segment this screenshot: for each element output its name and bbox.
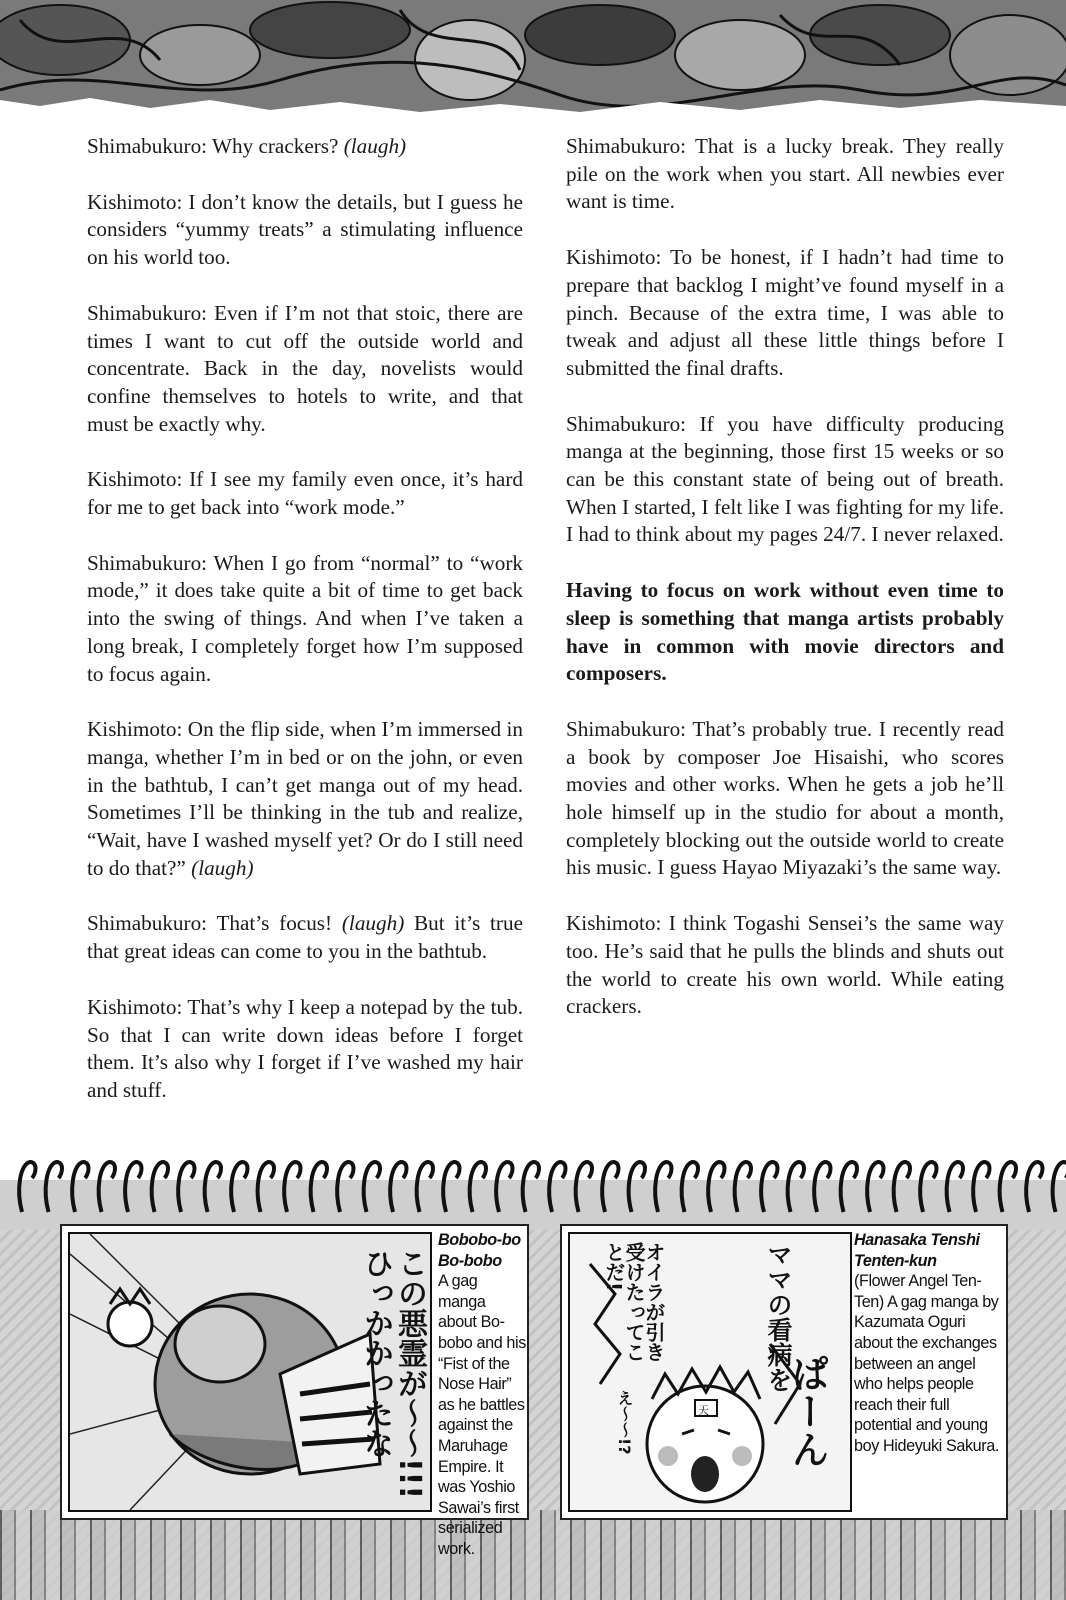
dialogue-paragraph: Shimabukuro: When I go from “normal” to “work mode,” it does take quite a bit of time to get back into the swing of things. And when I’ve taken a long break, I completely forget how I’m supposed to focus again. — [87, 550, 523, 686]
manga-sfx-text: この悪霊が〜〜!!! — [392, 1248, 427, 1500]
dialogue-paragraph: Kishimoto: I don’t know the details, but I guess he considers “yummy treats” a stimulating influence on his world too. — [87, 189, 523, 270]
manga-speech-text: ママの看病を — [764, 1242, 793, 1392]
note-title: Bobobo-bo Bo-bobo — [438, 1231, 521, 1270]
dialogue-paragraph: Shimabukuro: That is a lucky break. They really pile on the work when you start. All newbies ever want is time. — [566, 134, 1004, 214]
dialogue-paragraph: Shimabukuro: That’s focus! (laugh) But it’s true that great ideas can come to you in the bathtub. — [87, 911, 523, 964]
dialogue-paragraph: Kishimoto: That’s why I keep a notepad by the tub. So that I can write down ideas before I forget them. It’s also why I forget if I’ve washed my hair and stuff. — [87, 994, 523, 1102]
dialogue-paragraph: Kishimoto: If I see my family even once, it’s hard for me to get back into “work mode.” — [87, 467, 523, 520]
left-text-column — [87, 133, 523, 1133]
manga-panel-tenten — [568, 1232, 852, 1512]
dialogue-paragraph: Shimabukuro: If you have difficulty producing manga at the beginning, those first 15 weeks or so can be this constant state of being out of breath. When I started, I felt like I was fighting for my life. I had to think about my pages 24/7. I never relaxed. — [566, 411, 1004, 547]
dialogue-paragraph: Kishimoto: On the flip side, when I’m immersed in manga, whether I’m in bed or on the john, or even in the bathtub, I can’t get manga out of my head. Sometimes I’ll be thinking in the tub and realize, “Wait, have I washed myself yet? Or do I still need to do that?” (laugh) — [87, 717, 523, 880]
manga-sfx-text: ぱーん — [785, 1354, 829, 1468]
note-card-bobobo — [60, 1224, 529, 1558]
manga-sfx-text: ひっかかったな — [358, 1248, 393, 1458]
spiral-binding-decoration — [0, 1150, 1066, 1230]
dialogue-paragraph: Shimabukuro: That’s probably true. I recently read a book by composer Joe Hisaishi, who scores movies and other works. When he gets a job he’ll hole himself up in the studio for about a month, completely blocking out the outside world to create his music. I guess Hayao Miyazaki’s the same way. — [566, 716, 1004, 880]
manga-panel-bobobo — [68, 1232, 432, 1512]
cityscape-decoration — [0, 1510, 1066, 1600]
note-caption — [854, 1230, 1004, 1457]
interviewer-question: Having to focus on work without even time to sleep is something that manga artists probably have in common with movie directors and composers. — [566, 578, 1004, 686]
note-card-tenten — [560, 1224, 1008, 1520]
top-decorative-illustration — [0, 0, 1066, 125]
note-text: A gag manga about Bo-bobo and his “Fist of the Nose Hair” as he battles against the Maruhage Empire. It was Yoshio Sawai’s first serialized work. — [438, 1272, 526, 1558]
note-caption — [438, 1230, 526, 1560]
dialogue-paragraph: Shimabukuro: Why crackers? (laugh) — [87, 134, 407, 158]
manga-sfx-text: え〜〜!? — [615, 1390, 634, 1455]
angel-badge: 天 — [698, 1404, 709, 1417]
dialogue-paragraph: Shimabukuro: Even if I’m not that stoic, there are times I want to cut off the outside world and concentrate. Back in the day, novelists would confine themselves to hotels to write, and that must be exactly why. — [87, 300, 523, 436]
manga-speech-text: オイラが引き受けたってことだ! — [602, 1242, 666, 1362]
note-text: (Flower Angel Ten-Ten) A gag manga by Kazumata Oguri about the exchanges between an angel who helps people reach their full potential and young boy Hideyuki Sakura. — [854, 1272, 999, 1455]
right-text-column — [566, 133, 1004, 1049]
foliage-art — [0, 0, 1066, 125]
dialogue-paragraph: Kishimoto: To be honest, if I hadn’t had time to prepare that backlog I might’ve found myself in a pinch. Because of the extra time, I was able to tweak and adjust all these little things before I submitted the final drafts. — [566, 245, 1004, 380]
note-title: Hanasaka Tenshi Tenten-kun — [854, 1231, 980, 1270]
dialogue-paragraph: Kishimoto: I think Togashi Sensei’s the same way too. He’s said that he pulls the blinds and shuts out the world to create his own world. While eating crackers. — [566, 911, 1004, 1019]
